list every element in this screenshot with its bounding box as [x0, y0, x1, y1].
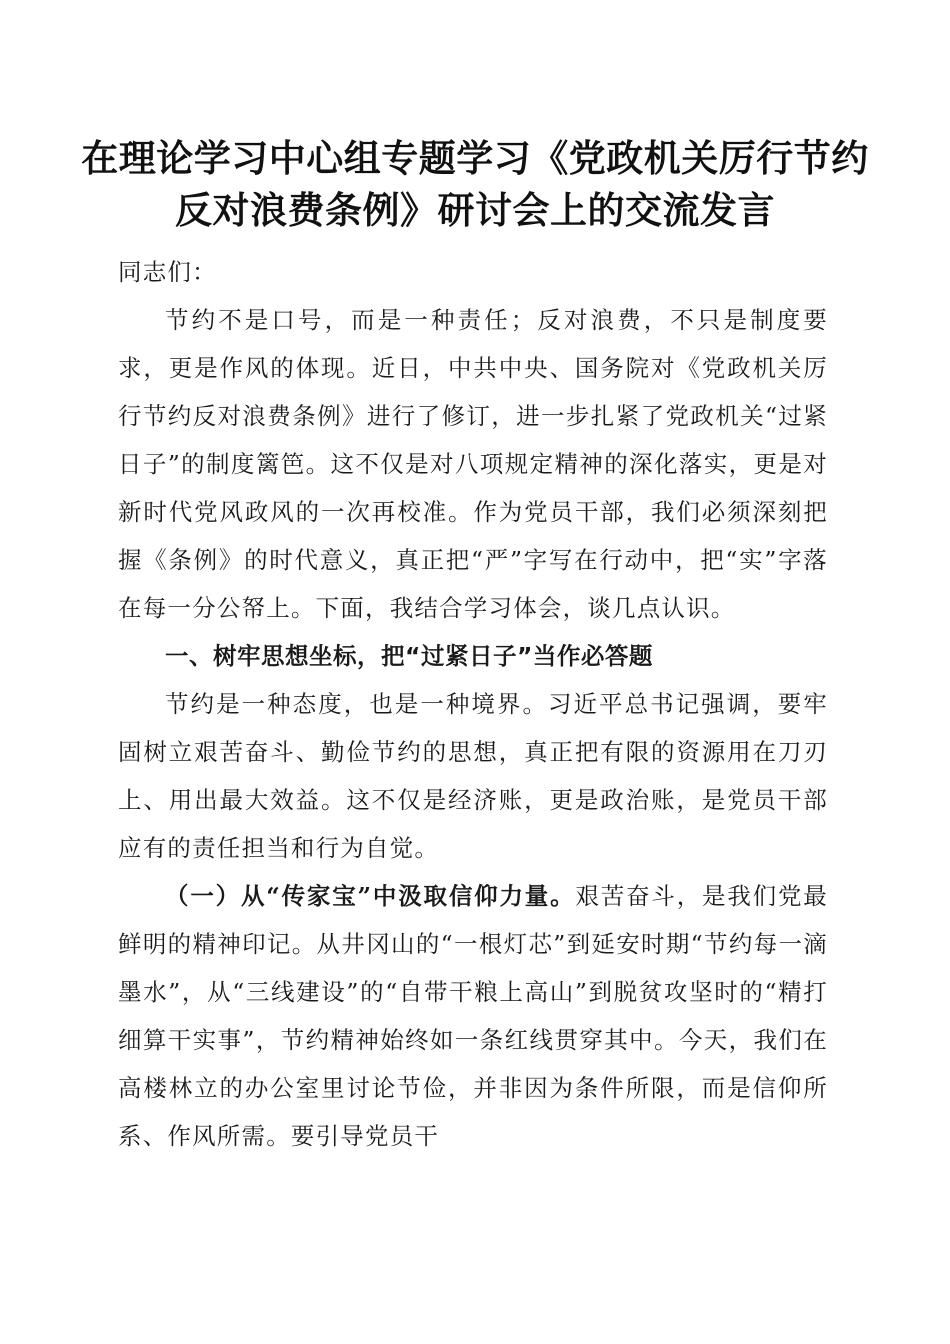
salutation: 同志们：: [118, 258, 217, 286]
intro-paragraph: 节约不是口号，而是一种责任；反对浪费，不只是制度要求，更是作风的体现。近日，中共中央、国务院对《党政机关厉行节约反对浪费条例》进行了修订，进一步扎紧了党政机关“过紧日子”的制度篱笆。这不仅是对八项规定精神的深化落实，更是对新时代党风政风的一次再校准。作为党员干部，我们必须深刻把握《条例》的时代意义，真正把“严”字写在行动中，把“实”字落在每一分公帑上。下面，我结合学习体会，谈几点认识。: [118, 306, 828, 622]
subsection-heading-1: （一）从“传家宝”中汲取信仰力量。: [165, 882, 576, 910]
section-1-paragraph: 节约是一种态度，也是一种境界。习近平总书记强调，要牢固树立艰苦奋斗、勤俭节约的思想，真正把有限的资源用在刀刃上、用出最大效益。这不仅是经济账，更是政治账，是党员干部应有的责任担当和行为自觉。: [118, 690, 828, 862]
document-body: [118, 248, 828, 1160]
document-title: 在理论学习中心组专题学习《党政机关厉行节约反对浪费条例》研讨会上的交流发言: [81, 136, 869, 232]
section-heading-1: 一、树牢思想坐标，把“过紧日子”当作必答题: [165, 642, 653, 670]
subsection-1-paragraph: [118, 872, 828, 1160]
subsection-1-body: 艰苦奋斗，是我们党最鲜明的精神印记。从井冈山的“一根灯芯”到延安时期“节约每一滴墨水”，从“三线建设”的“自带干粮上高山”到脱贫攻坚时的“精打细算干实事”，节约精神始终如一条红线贯穿其中。今天，我们在高楼林立的办公室里讨论节俭，并非因为条件所限，而是信仰所系、作风所需。要引导党员干: [118, 882, 828, 1150]
